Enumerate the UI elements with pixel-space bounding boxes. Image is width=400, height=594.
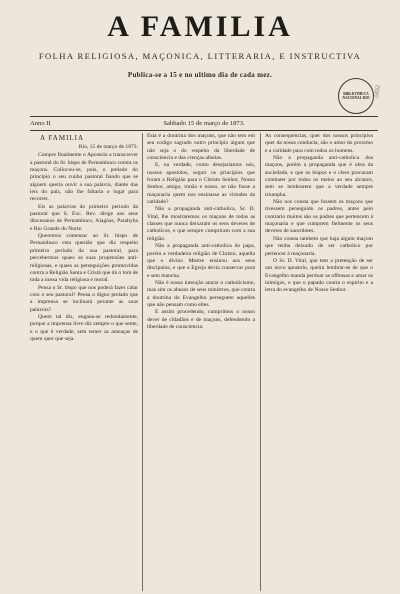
paragraph: Não a propaganda anti-catholica, Sr. D. Vital, lhe mostraremos os maçons de todas as classes que nunca deixaram os seus deveres de catholicos, e que sempre cumpriram com a sua religião.: [147, 206, 255, 242]
stamp-text: BIBLIOTHECA NACIONAL RIO: [342, 91, 370, 100]
paragraph: Não é nossa intenção atacar o catholicismo, mas sim os abusos de seus ministros, que contra a doutrina do Evangelho perseguem aquelles que não pensam como elles.: [147, 279, 255, 308]
paragraph: Cumpre finalmente o Apostolo a transcrever a pastoral do Sr. bispo de Pernambuco contra os maçons. Collocou-se, pois, o prelado do principio o seu cunho pastoral fiando que se alguem queria ouvir a sua palavra, diante das leis do paiz, não lhe faltaria o lugar para recorrer.: [30, 152, 138, 203]
newspaper-subtitle: FOLHA RELIGIOSA, MAÇONICA, LITTERARIA, E INSTRUCTIVA: [38, 51, 362, 61]
paragraph: O Sr. D. Vital, que tem a pretenção de ser um novo apostolo, queira lembrar-se de que o Evangelho manda perdoar as offensas e amar os inimigos, e que o papado contra o espirito e a letra do evangelho de Nosso Senhor.: [265, 257, 373, 294]
column-divider: [142, 133, 143, 591]
masthead: [0, 10, 400, 80]
paragraph: Quem tal diz, engana-se redondamente, porque a imprensa livre diz sempre o que sente, e o que é verdade, sem temer as ameaças de quem quer que seja.: [30, 313, 138, 342]
article-column-3: [265, 133, 373, 591]
paragraph: Esta é a doutrina dos maçons, que não tem em seu codigo sagrado outro principio algum que não seja o do respeito da liberdade de consciencia e das crenças alheias.: [147, 133, 255, 162]
library-stamp-icon: [338, 78, 374, 114]
paragraph: Não a propaganda anti-catholica do papa, porém a verdadeira religião de Christo, aquella que o divino Mestre ensinou aos seus discipulos, e que a Egreja devia conservar pura e sem mancha.: [147, 243, 255, 279]
article-column-2: [147, 133, 255, 591]
paragraph: E assim procedendo, cumprimos o nosso dever de cidadãos e de maçons, defendendo a liberdade de consciencia.: [147, 309, 255, 330]
newspaper-title: A FAMILIA: [107, 10, 293, 43]
paragraph: Eis as palavras do primeiro periodo da pastoral que S. Exc. Rev. dirige aos seus diocesanos de Pernambuco, Alagôas, Parahyba e Rio Grande do Norte.: [30, 203, 138, 232]
publication-note: Publica-se a 15 e no ultimo dia de cada mez.: [127, 71, 273, 79]
paragraph: As consequencias, quer dos nossos principios quer da nossa conducta, são o amor do proximo e a caridade para com todos os homens.: [265, 133, 373, 154]
paragraph: Não nos consta que fossem os maçons que tivessem perseguido os padres, antes pelo contrario muitos são os padres que pertencem á maçonaria e que cumprem fielmente os seus deveres de sacerdotes.: [265, 199, 373, 235]
article-place-date: Rio, 15 de março de 1873.: [78, 144, 138, 150]
issue-date: Sabbado 15 de março de 1873.: [163, 120, 245, 127]
header-rule-bottom: [30, 130, 378, 131]
dateline: [30, 118, 378, 129]
paragraph: Queremos comentar ao Sr. bispo de Pernambuco esta questão que diz respeito primeiro periodo da sua pastoral, para percebermos quaes as suas propensões anti-religiosas, e quaes as perseguições promovidas contra a Religião Santa e Cristã que dá o tom de toda a nossa vida religiosa e moral.: [30, 233, 138, 284]
volume-label: Anno II: [30, 120, 51, 127]
article-column-1: [30, 133, 138, 591]
paragraph: Não a propaganda anti-catholica dos maçons, porém a propaganda que é obra da sociedade, e que os bispos e o clero procuram combater por todos os meios ao seu alcance, sem se lembrarem que a verdade sempre triumpha.: [265, 155, 373, 198]
pencil-note: 3492: [372, 84, 383, 100]
column-divider: [260, 133, 261, 591]
paragraph: Não consta tambem que haja algum maçom que tenha deixado de ser catholico por pertencer á maçonaria.: [265, 235, 373, 257]
paragraph: Pensa o Sr. bispo que nos poderá fazer calar com o seu pastoral? Pensa o digno prelado que a imprensa se inclinará perante as suas palavras?: [30, 284, 138, 313]
paragraph: E, na verdade, como desejariamos nós, nossos apostolos, seguir os principios que foram a Religião para o Christo Senhor, Nosso Senhor, amigo, irmão e nosso, se não fosse a maçonaria quem nos ensinasse as virtudes da caridade?: [147, 162, 255, 206]
header-rule-top: [30, 116, 378, 117]
article-heading: A FAMILIA: [40, 134, 85, 142]
